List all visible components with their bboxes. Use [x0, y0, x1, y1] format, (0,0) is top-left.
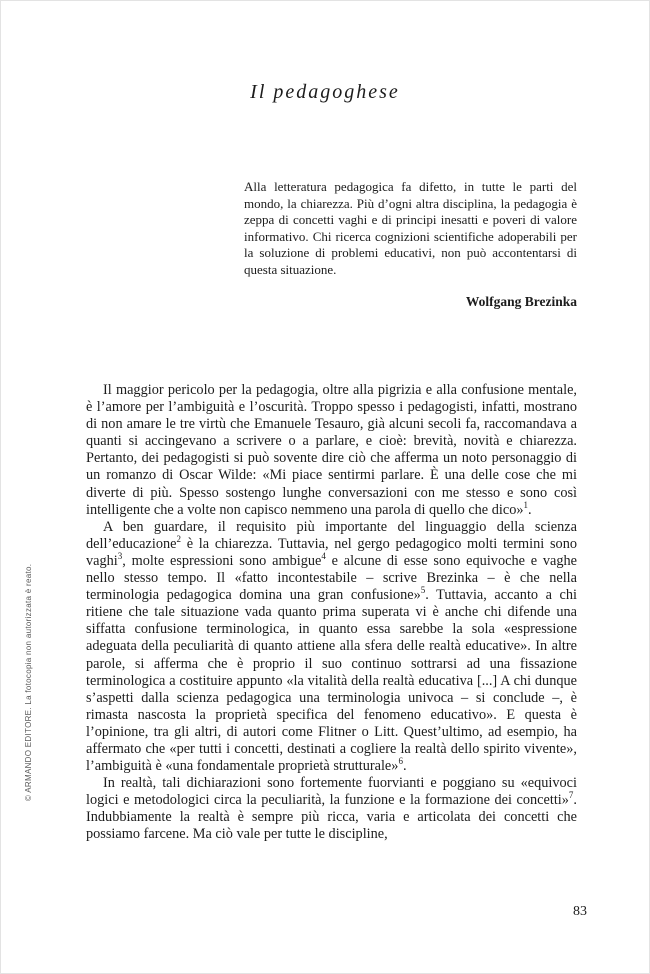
- paragraph: In realtà, tali dichiarazioni sono fortemente fuorvianti e poggiano su «equivoci logici e metodologici circa la peculiarità, la funzione e la formazione dei concetti»$^7$. Indubbiamente la realtà è sempre più ricca, varia e articolata dei concetti che possiamo farcene. Ma ciò vale per tutte le discipline,: [86, 775, 577, 843]
- paragraph: Il maggior pericolo per la pedagogia, oltre alla pigrizia e alla confusione mentale, è l’amore per l’ambiguità e l’oscurità. Troppo spesso i pedagogisti, infatti, mostrano di non amare le tre virtù che Emanuele Tesauro, già alcuni secoli fa, raccomandava a quanti si accingevano a scrivere o a parlare, e cioè: brevità, novità e chiarezza. Pertanto, dei pedagogisti si può sovente dire ciò che afferma un noto personaggio di un romanzo di Oscar Wilde: «Mi piace sentirmi parlare. È una delle cose che mi diverte di più. Spesso sostengo lunghe conversazioni con me stesso e sono così intelligente che a volte non capisco nemmeno una parola di quello che dico»$^1$.: [86, 382, 577, 518]
- footnote-ref: 4: [321, 551, 326, 562]
- page-number: 83: [573, 904, 587, 919]
- page-title: Il pedagoghese: [250, 81, 400, 103]
- epigraph-block: [244, 179, 577, 310]
- footnote-ref: 1: [523, 499, 528, 510]
- footnote-ref: 3: [117, 551, 123, 562]
- epigraph-attribution: Wolfgang Brezinka: [465, 293, 577, 309]
- footnote-ref: 7: [568, 790, 574, 801]
- body-paragraphs: [86, 382, 577, 844]
- footnote-ref: 5: [420, 585, 426, 596]
- paragraph: A ben guardare, il requisito più importante del linguaggio della scienza dell’educazione$^2$ è la chiarezza. Tuttavia, nel gergo pedagogico molti termini sono vaghi$^3$, molte espressioni sono ambigue$^4$ e alcune di esse sono equivoche e vaghe nello stesso tempo. Il «fatto incontestabile – scrive Brezinka – è che nella terminologia pedagogica domina una gran confusione»$^5$. Tuttavia, accanto a chi ritiene che tale situazione vada quanto prima superata vi è anche chi difende una siffatta confusione terminologica, in quanto essa sarebbe la sola «espressione adeguata della peculiarità di quanto attiene alla sfera delle realtà educative». In altre parole, si afferma che è proprio il suo continuo sottrarsi ad una fissazione terminologica a costituire appunto «la vitalità della realtà educativa [...] A chi dunque s’aspetti dalla scienza pedagogica una terminologia univoca – si conclude –, è rimasta nascosta la proprietà specifica del fenomeno educativo». E questa è l’opinione, tra gli altri, di autori come Flitner o Litt. Quest’ultimo, ad esempio, ha affermato che «per tutti i concetti, destinati a cogliere la realtà dello spirito vivente», l’ambiguità è «una fondamentale proprietà strutturale»$^6$.: [86, 518, 578, 775]
- footnote-ref: 6: [398, 756, 403, 767]
- copyright-sidebar-text: © ARMANDO EDITORE. La fotocopia non autorizzata è reato.: [24, 563, 33, 801]
- footnote-ref: 2: [176, 534, 181, 545]
- epigraph-text: Alla letteratura pedagogica fa difetto, in tutte le parti del mondo, la chiarezza. Più d’ogni altra disciplina, la pedagogia è zeppa di concetti vaghi e di principi inesatti e poveri di valore informativo. Chi ricerca cognizioni scientifiche adoperabili per la soluzione di problemi educativi, non può accontentarsi di questa situazione.: [244, 179, 577, 277]
